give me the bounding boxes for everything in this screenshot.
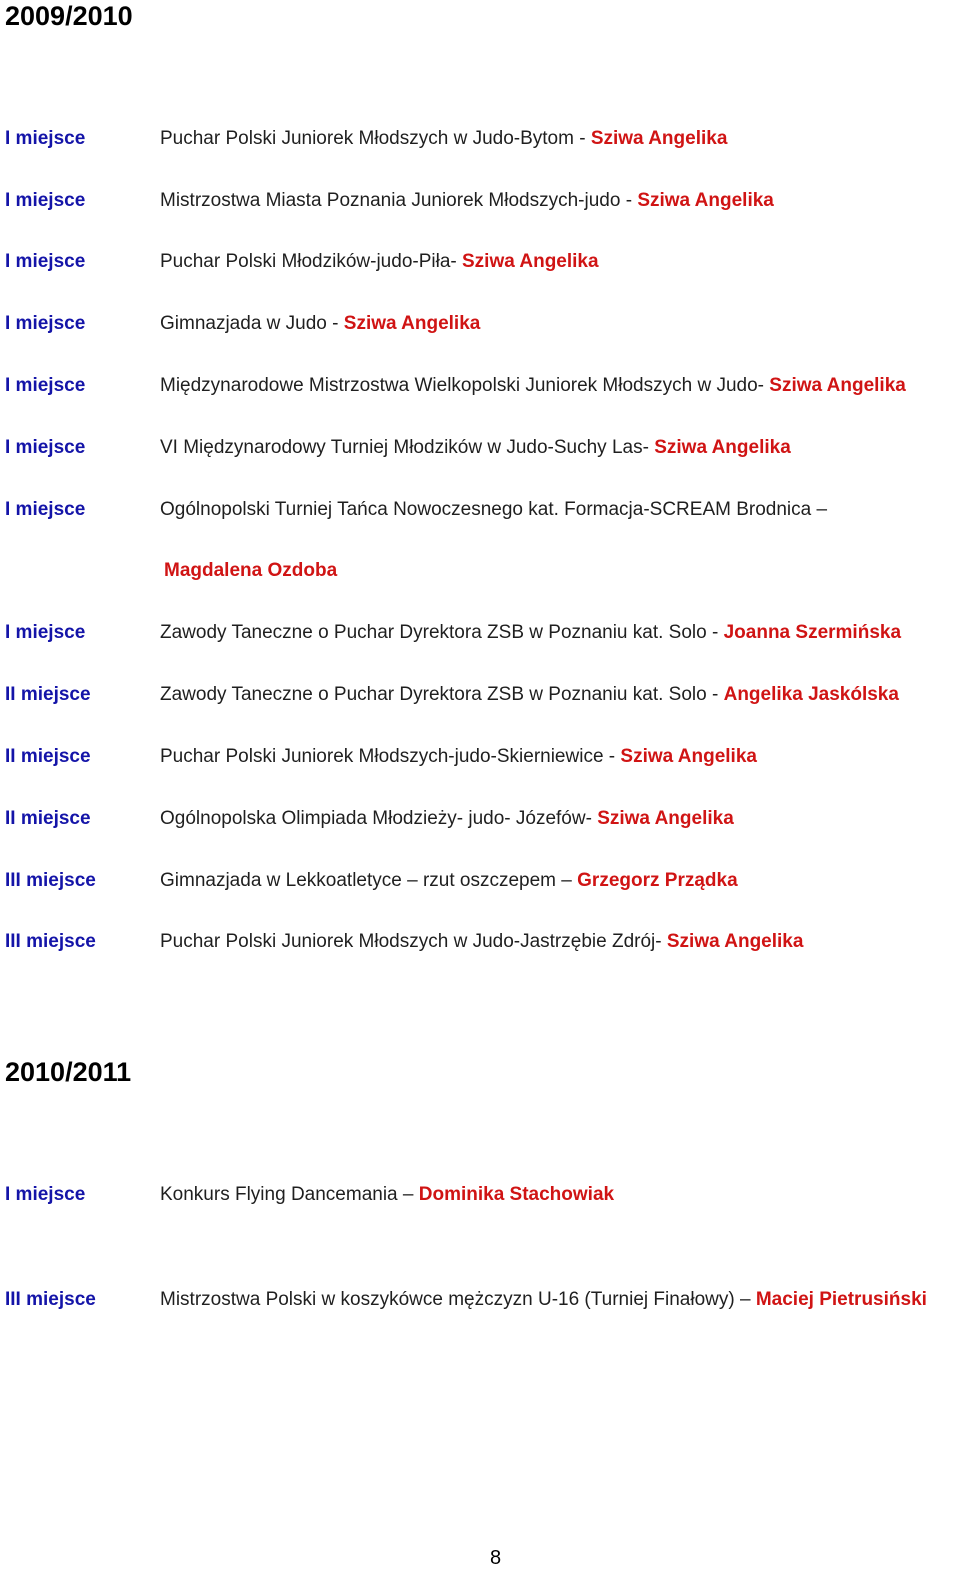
place-label: I miejsce: [5, 375, 86, 396]
event-text: Konkurs Flying Dancemania: [160, 1184, 398, 1205]
event-text: Gimnazjada w Judo: [160, 313, 327, 334]
place-label: I miejsce: [5, 437, 86, 458]
event-description: [160, 1181, 614, 1209]
event-text: Gimnazjada w Lekkoatletyce – rzut oszczepem: [160, 870, 557, 891]
separator: -: [706, 684, 724, 705]
separator: -: [757, 375, 770, 396]
event-text: VI Międzynarodowy Turniej Młodzików w Judo-Suchy Las: [160, 437, 643, 458]
winner-name: Sziwa Angelika: [654, 437, 791, 458]
event-text: Mistrzostwa Miasta Poznania Juniorek Młodszych-judo: [160, 190, 621, 211]
event-description: [160, 1286, 927, 1314]
winner-name: Sziwa Angelika: [343, 313, 481, 334]
event-description: [160, 496, 827, 524]
winner-name: Sziwa Angelika: [666, 931, 804, 952]
event-description: [160, 434, 791, 462]
result-row: [0, 681, 960, 709]
winner-name: Joanna Szermińska: [723, 622, 902, 643]
event-description: [160, 619, 901, 647]
separator: -: [326, 313, 344, 334]
event-text: Mistrzostwa Polski w koszykówce mężczyzn U-16 (Turniej Finałowy): [160, 1289, 735, 1310]
winner-name: Magdalena Ozdoba: [164, 560, 338, 581]
page-number: 8: [490, 1547, 502, 1569]
winner-name: Sziwa Angelika: [597, 808, 734, 829]
section-year-heading: 2009/2010: [5, 1, 133, 31]
result-row: [0, 619, 960, 647]
place-label: I miejsce: [5, 190, 86, 211]
event-description: [160, 805, 734, 833]
place-label: II miejsce: [5, 684, 91, 705]
separator: –: [811, 499, 828, 520]
separator: -: [655, 931, 667, 952]
place-label: I miejsce: [5, 1184, 86, 1205]
winner-name: Sziwa Angelika: [462, 251, 599, 272]
winner-name: Sziwa Angelika: [590, 128, 728, 149]
event-description: [160, 928, 803, 956]
result-row: [0, 867, 960, 895]
winner-name: Sziwa Angelika: [769, 375, 906, 396]
event-text: Ogólnopolska Olimpiada Młodzieży- judo- Józefów: [160, 808, 586, 829]
separator: –: [734, 1289, 756, 1310]
event-description: [160, 310, 480, 338]
winner-name: Grzegorz Prządka: [577, 870, 738, 891]
place-label: I miejsce: [5, 499, 86, 520]
place-label: I miejsce: [5, 128, 86, 149]
separator: -: [620, 190, 638, 211]
event-text: Ogólnopolski Turniej Tańca Nowoczesnego kat. Formacja-SCREAM Brodnica: [160, 499, 812, 520]
place-label: I miejsce: [5, 622, 86, 643]
event-text: Zawody Taneczne o Puchar Dyrektora ZSB w Poznaniu kat. Solo: [160, 684, 707, 705]
event-text: Puchar Polski Młodzików-judo-Piła: [160, 251, 451, 272]
event-description: [160, 743, 757, 771]
place-label: II miejsce: [5, 746, 91, 767]
event-description: [160, 372, 906, 400]
winner-name: Dominika Stachowiak: [418, 1184, 615, 1205]
result-row: [0, 743, 960, 771]
result-row: [0, 187, 960, 215]
place-label: III miejsce: [5, 1289, 96, 1310]
separator: –: [556, 870, 578, 891]
place-label: I miejsce: [5, 313, 86, 334]
result-row: [0, 372, 960, 400]
result-row: [0, 248, 960, 276]
place-label: II miejsce: [5, 808, 91, 829]
event-description: [160, 867, 738, 895]
event-description: [160, 125, 727, 153]
event-description: [160, 248, 599, 276]
event-description: [160, 681, 899, 709]
winner-name: Sziwa Angelika: [620, 746, 757, 767]
result-row: [0, 805, 960, 833]
winner-name: Sziwa Angelika: [637, 190, 774, 211]
separator: -: [642, 437, 655, 458]
separator: -: [706, 622, 724, 643]
place-label: III miejsce: [5, 931, 96, 952]
result-row: [0, 1181, 960, 1209]
result-row: [0, 1286, 960, 1314]
place-label: III miejsce: [5, 870, 96, 891]
result-row: [0, 928, 960, 956]
event-text: Zawody Taneczne o Puchar Dyrektora ZSB w Poznaniu kat. Solo: [160, 622, 707, 643]
separator: –: [397, 1184, 419, 1205]
result-row: [0, 434, 960, 462]
winner-name: Maciej Pietrusiński: [755, 1289, 927, 1310]
event-text: Międzynarodowe Mistrzostwa Wielkopolski Juniorek Młodszych w Judo: [160, 375, 758, 396]
place-label: I miejsce: [5, 251, 86, 272]
result-row: [0, 310, 960, 338]
event-text: Puchar Polski Juniorek Młodszych w Judo-Bytom: [160, 128, 574, 149]
section-year-heading: 2010/2011: [5, 1057, 132, 1087]
event-description: [160, 187, 774, 215]
result-row-continuation: [0, 557, 960, 585]
result-row: [0, 125, 960, 153]
result-row: [0, 496, 960, 524]
separator: -: [450, 251, 462, 272]
event-text: Puchar Polski Juniorek Młodszych w Judo-Jastrzębie Zdrój: [160, 931, 656, 952]
event-text: Puchar Polski Juniorek Młodszych-judo-Skierniewice: [160, 746, 604, 767]
separator: -: [603, 746, 621, 767]
separator: -: [585, 808, 598, 829]
winner-name: Angelika Jaskólska: [723, 684, 899, 705]
separator: -: [573, 128, 591, 149]
